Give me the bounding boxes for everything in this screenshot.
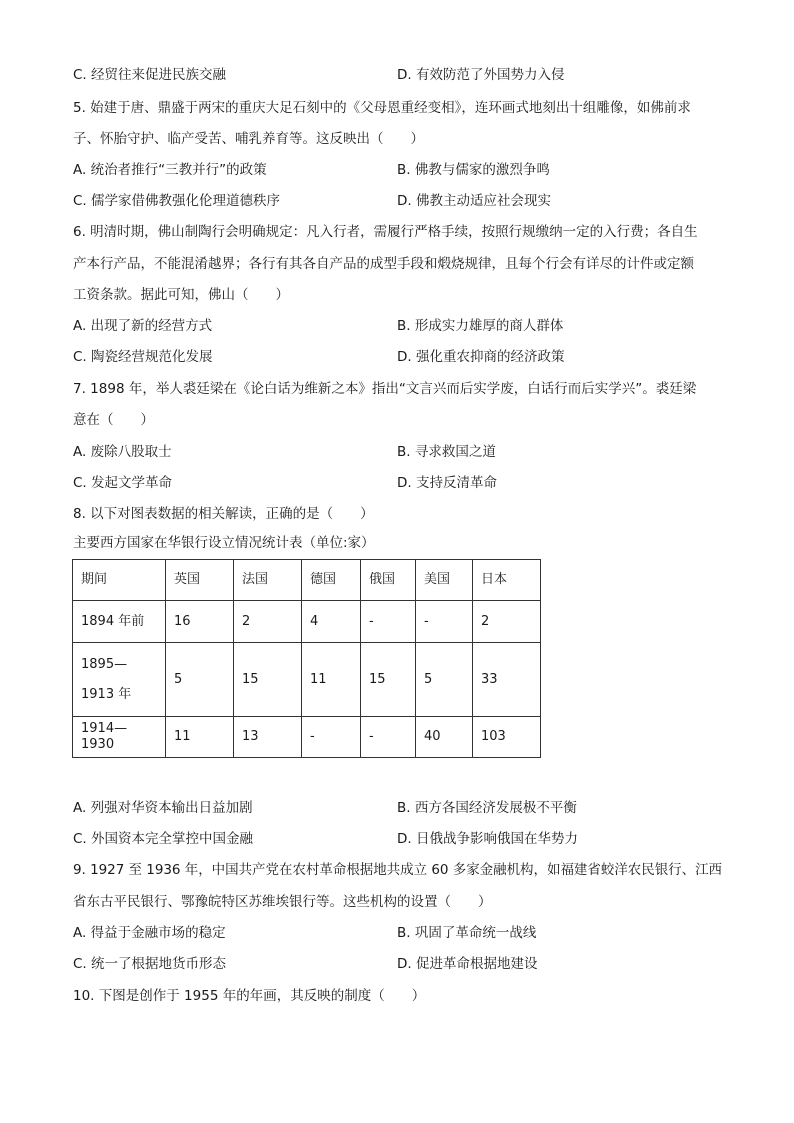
q4-option-c: C. 经贸往来促进民族交融 <box>73 67 227 83</box>
q9-option-b: B. 巩固了革命统一战线 <box>397 925 537 941</box>
table-header-cell: 法国 <box>234 560 302 601</box>
q4-option-d: D. 有效防范了外国势力入侵 <box>397 67 565 83</box>
q7-stem-line-2: 意在（ ） <box>73 412 154 428</box>
q8-stem: 8. 以下对图表数据的相关解读，正确的是（ ） <box>73 506 374 522</box>
q10-stem: 10. 下图是创作于 1955 年的年画，其反映的制度（ ） <box>73 988 426 1004</box>
table-cell: 15 <box>234 643 302 717</box>
q9-option-a: A. 得益于金融市场的稳定 <box>73 925 226 941</box>
table-cell: 2 <box>234 601 302 643</box>
q5-option-a: A. 统治者推行“三教并行”的政策 <box>73 162 267 178</box>
table-row <box>73 717 541 758</box>
table-row <box>73 643 541 717</box>
table-cell: 33 <box>473 643 541 717</box>
q5-stem-line-2: 子、怀胎守护、临产受苦、哺乳养育等。这反映出（ ） <box>73 131 424 147</box>
q6-stem-line-2: 产本行产品，不能混淆越界；各行有其各自产品的成型手段和煅烧规律，且每个行会有详尽的计件或定额 <box>73 256 694 272</box>
table-cell: 40 <box>416 717 473 758</box>
table-header-cell: 英国 <box>166 560 234 601</box>
table-header-cell: 美国 <box>416 560 473 601</box>
q9-option-d: D. 促进革命根据地建设 <box>397 956 538 972</box>
bank-stats-table <box>72 559 541 758</box>
table-cell: 1894 年前 <box>73 601 166 643</box>
q9-stem-line-1: 9. 1927 至 1936 年，中国共产党在农村革命根据地共成立 60 多家金融机构，如福建省蛟洋农民银行、江西 <box>73 862 723 878</box>
q6-option-b: B. 形成实力雄厚的商人群体 <box>397 318 564 334</box>
q6-stem-line-3: 工资条款。据此可知，佛山（ ） <box>73 287 289 303</box>
table-cell: 2 <box>473 601 541 643</box>
table-cell: 1895—1913 年 <box>73 643 166 717</box>
q7-option-c: C. 发起文学革命 <box>73 475 173 491</box>
table-header-cell: 俄国 <box>361 560 416 601</box>
table-cell: 1914—1930 <box>73 717 166 758</box>
q7-option-a: A. 废除八股取士 <box>73 444 172 460</box>
q7-stem-line-1: 7. 1898 年，举人裘廷梁在《论白话为维新之本》指出“文言兴而后实学废，白话行而后实学兴”。裘廷梁 <box>73 381 697 397</box>
q9-stem-line-2: 省东古平民银行、鄂豫皖特区苏维埃银行等。这些机构的设置（ ） <box>73 894 492 910</box>
q8-option-c: C. 外国资本完全掌控中国金融 <box>73 831 254 847</box>
q6-stem-line-1: 6. 明清时期，佛山制陶行会明确规定：凡入行者，需履行严格手续，按照行规缴纳一定的入行费；各自生 <box>73 224 698 240</box>
q8-option-a: A. 列强对华资本输出日益加剧 <box>73 800 253 816</box>
table-row <box>73 601 541 643</box>
table-cell: 11 <box>302 643 361 717</box>
table-cell: - <box>302 717 361 758</box>
q7-option-d: D. 支持反清革命 <box>397 475 497 491</box>
table-cell: 15 <box>361 643 416 717</box>
q7-option-b: B. 寻求救国之道 <box>397 444 496 460</box>
table-cell: 5 <box>166 643 234 717</box>
table-caption: 主要西方国家在华银行设立情况统计表（单位:家） <box>73 535 375 551</box>
table-cell: 11 <box>166 717 234 758</box>
table-cell: 5 <box>416 643 473 717</box>
q6-option-c: C. 陶瓷经营规范化发展 <box>73 349 213 365</box>
table-cell: - <box>361 601 416 643</box>
q6-option-a: A. 出现了新的经营方式 <box>73 318 213 334</box>
q5-option-c: C. 儒学家借佛教强化伦理道德秩序 <box>73 193 281 209</box>
table-header-cell: 期间 <box>73 560 166 601</box>
q9-option-c: C. 统一了根据地货币形态 <box>73 956 227 972</box>
q5-stem-line-1: 5. 始建于唐、鼎盛于两宋的重庆大足石刻中的《父母恩重经变相》，连环画式地刻出十组雕像，如佛前求 <box>73 100 691 116</box>
table-header-cell: 德国 <box>302 560 361 601</box>
table-cell: 103 <box>473 717 541 758</box>
q6-option-d: D. 强化重农抑商的经济政策 <box>397 349 565 365</box>
table-cell: 13 <box>234 717 302 758</box>
table-cell: - <box>416 601 473 643</box>
q5-option-d: D. 佛教主动适应社会现实 <box>397 193 551 209</box>
table-cell: 4 <box>302 601 361 643</box>
q8-option-b: B. 西方各国经济发展极不平衡 <box>397 800 577 816</box>
q8-option-d: D. 日俄战争影响俄国在华势力 <box>397 831 578 847</box>
table-header-cell: 日本 <box>473 560 541 601</box>
q5-option-b: B. 佛教与儒家的激烈争鸣 <box>397 162 550 178</box>
table-cell: 16 <box>166 601 234 643</box>
table-header-row <box>73 560 541 601</box>
table-cell: - <box>361 717 416 758</box>
